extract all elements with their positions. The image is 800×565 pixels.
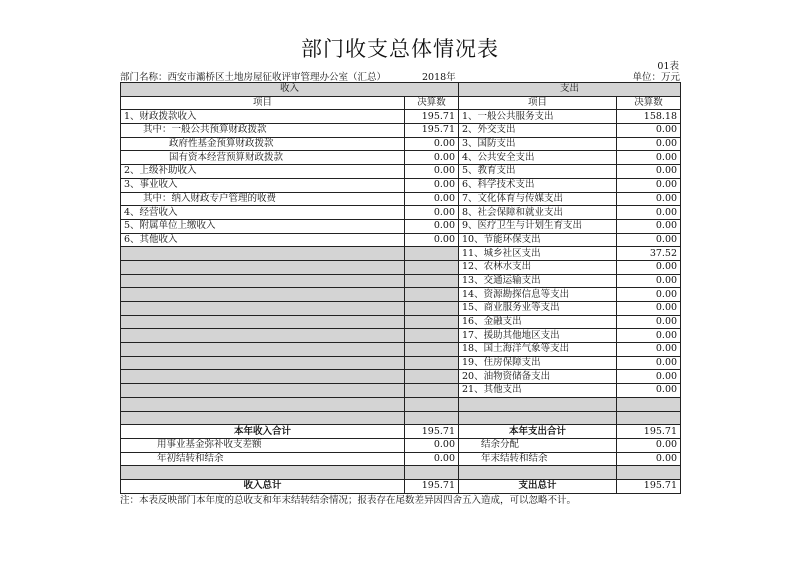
surplus-distribution-label: 结余分配 [459, 438, 617, 452]
income-item-label: 3、事业收入 [121, 178, 405, 192]
blank-row [121, 466, 681, 480]
table-row [121, 178, 681, 192]
expense-item-value: 0.00 [617, 356, 681, 370]
carry-in-label: 年初结转和结余 [121, 452, 405, 466]
fund-offset-label: 用事业基金弥补收支差额 [121, 438, 405, 452]
income-item-label: 4、经营收入 [121, 206, 405, 220]
income-item-label: 其中：一般公共预算财政拨款 [121, 124, 405, 138]
summary-table [120, 82, 681, 494]
expense-item-value: 0.00 [617, 315, 681, 329]
expense-item-value: 0.00 [617, 329, 681, 343]
empty-cell [121, 356, 405, 370]
expense-item-label: 20、油物资储备支出 [459, 370, 617, 384]
empty-cell [405, 260, 459, 274]
empty-cell [121, 260, 405, 274]
section-header-row [121, 83, 681, 97]
report-meta [120, 69, 680, 81]
expense-year-total-value: 195.71 [617, 425, 681, 439]
income-item-label: 政府性基金预算财政拨款 [121, 137, 405, 151]
table-row [121, 165, 681, 179]
empty-cell [121, 302, 405, 316]
expense-item-label: 7、文化体育与传媒支出 [459, 192, 617, 206]
carry-row [121, 452, 681, 466]
table-row [121, 329, 681, 343]
income-amount-header: 决算数 [405, 96, 459, 110]
table-row [121, 274, 681, 288]
expense-item-label: 12、农林水支出 [459, 260, 617, 274]
expense-section-header: 支出 [459, 83, 681, 97]
expense-item-value: 0.00 [617, 288, 681, 302]
year-total-row [121, 425, 681, 439]
department-name: 部门名称：西安市灞桥区土地房屋征收评审管理办公室（汇总） [120, 72, 387, 83]
table-row [121, 370, 681, 384]
empty-cell [405, 466, 459, 480]
expense-item-value: 0.00 [617, 343, 681, 357]
empty-cell [121, 274, 405, 288]
expense-item-value: 0.00 [617, 178, 681, 192]
expense-item-label: 3、国防支出 [459, 137, 617, 151]
income-grand-total-value: 195.71 [405, 479, 459, 493]
expense-item-value: 0.00 [617, 302, 681, 316]
empty-cell [405, 329, 459, 343]
expense-item-label: 21、其他支出 [459, 384, 617, 398]
income-item-value: 0.00 [405, 219, 459, 233]
expense-item-label: 15、商业服务业等支出 [459, 302, 617, 316]
expense-item-value: 0.00 [617, 137, 681, 151]
empty-cell [405, 411, 459, 425]
expense-item-label: 14、资源勘探信息等支出 [459, 288, 617, 302]
expense-item-label: 5、教育支出 [459, 165, 617, 179]
income-item-value: 0.00 [405, 137, 459, 151]
expense-item-value: 37.52 [617, 247, 681, 261]
expense-item-value: 0.00 [617, 260, 681, 274]
adjust-row [121, 438, 681, 452]
table-row [121, 192, 681, 206]
income-item-value: 195.71 [405, 110, 459, 124]
empty-cell [459, 466, 617, 480]
table-row [121, 124, 681, 138]
income-grand-total-label: 收入总计 [121, 479, 405, 493]
empty-cell [405, 397, 459, 411]
expense-item-label: 16、金融支出 [459, 315, 617, 329]
surplus-distribution-value: 0.00 [617, 438, 681, 452]
expense-item-label: 17、援助其他地区支出 [459, 329, 617, 343]
blank-row [121, 397, 681, 411]
expense-item-value: 0.00 [617, 165, 681, 179]
carry-out-value: 0.00 [617, 452, 681, 466]
carry-out-label: 年末结转和结余 [459, 452, 617, 466]
expense-item-label: 4、公共安全支出 [459, 151, 617, 165]
empty-cell [405, 343, 459, 357]
empty-cell [405, 247, 459, 261]
income-item-label: 2、上级补助收入 [121, 165, 405, 179]
empty-cell [405, 288, 459, 302]
table-row [121, 343, 681, 357]
income-section-header: 收入 [121, 83, 459, 97]
summary-table-body [121, 83, 681, 494]
report-year: 2018年 [422, 72, 456, 83]
table-row [121, 151, 681, 165]
expense-amount-header: 决算数 [617, 96, 681, 110]
income-item-value: 195.71 [405, 124, 459, 138]
income-item-header: 项目 [121, 96, 405, 110]
column-header-row [121, 96, 681, 110]
page-title: 部门收支总体情况表 [301, 37, 499, 61]
expense-item-value: 0.00 [617, 219, 681, 233]
blank-row [121, 411, 681, 425]
empty-cell [121, 315, 405, 329]
expense-year-total-label: 本年支出合计 [459, 425, 617, 439]
table-row [121, 206, 681, 220]
expense-item-label: 10、节能环保支出 [459, 233, 617, 247]
expense-item-value: 0.00 [617, 206, 681, 220]
expense-item-label: 9、医疗卫生与计划生育支出 [459, 219, 617, 233]
empty-cell [405, 274, 459, 288]
empty-cell [617, 466, 681, 480]
empty-cell [617, 397, 681, 411]
expense-item-label: 11、城乡社区支出 [459, 247, 617, 261]
table-row [121, 219, 681, 233]
empty-cell [459, 411, 617, 425]
income-item-value: 0.00 [405, 165, 459, 179]
empty-cell [121, 384, 405, 398]
empty-cell [405, 356, 459, 370]
expense-item-value: 0.00 [617, 370, 681, 384]
table-row [121, 384, 681, 398]
income-year-total-value: 195.71 [405, 425, 459, 439]
expense-item-label: 13、交通运输支出 [459, 274, 617, 288]
income-item-label: 国有资本经营预算财政拨款 [121, 151, 405, 165]
expense-item-value: 158.18 [617, 110, 681, 124]
empty-cell [459, 397, 617, 411]
expense-grand-total-value: 195.71 [617, 479, 681, 493]
income-item-value: 0.00 [405, 192, 459, 206]
empty-cell [405, 384, 459, 398]
income-item-value: 0.00 [405, 178, 459, 192]
expense-grand-total-label: 支出总计 [459, 479, 617, 493]
expense-item-label: 6、科学技术支出 [459, 178, 617, 192]
income-item-value: 0.00 [405, 233, 459, 247]
expense-item-value: 0.00 [617, 384, 681, 398]
expense-item-label: 18、国土海洋气象等支出 [459, 343, 617, 357]
table-row [121, 288, 681, 302]
empty-cell [121, 329, 405, 343]
table-row [121, 247, 681, 261]
footnote: 注：本表反映部门本年度的总收支和年末结转结余情况；报表存在尾数差异因四舍五入造成，可以忽略不计。 [120, 495, 577, 506]
expense-item-value: 0.00 [617, 274, 681, 288]
income-item-label: 6、其他收入 [121, 233, 405, 247]
expense-item-value: 0.00 [617, 124, 681, 138]
expense-item-label: 19、住房保障支出 [459, 356, 617, 370]
empty-cell [121, 288, 405, 302]
table-row [121, 356, 681, 370]
expense-item-value: 0.00 [617, 233, 681, 247]
empty-cell [405, 370, 459, 384]
table-row [121, 110, 681, 124]
income-item-label: 1、财政拨款收入 [121, 110, 405, 124]
empty-cell [405, 302, 459, 316]
empty-cell [121, 370, 405, 384]
table-row [121, 302, 681, 316]
empty-cell [121, 247, 405, 261]
empty-cell [121, 343, 405, 357]
empty-cell [121, 466, 405, 480]
fund-offset-value: 0.00 [405, 438, 459, 452]
form-number: 01表 [657, 61, 679, 72]
income-year-total-label: 本年收入合计 [121, 425, 405, 439]
table-row [121, 233, 681, 247]
empty-cell [121, 411, 405, 425]
empty-cell [405, 315, 459, 329]
table-row [121, 137, 681, 151]
expense-item-value: 0.00 [617, 151, 681, 165]
income-item-value: 0.00 [405, 151, 459, 165]
expense-item-value: 0.00 [617, 192, 681, 206]
table-row [121, 315, 681, 329]
income-item-label: 其中：纳入财政专户管理的收费 [121, 192, 405, 206]
expense-item-header: 项目 [459, 96, 617, 110]
empty-cell [121, 397, 405, 411]
table-row [121, 260, 681, 274]
expense-item-label: 1、一般公共服务支出 [459, 110, 617, 124]
empty-cell [617, 411, 681, 425]
unit-label: 单位：万元 [632, 72, 680, 83]
income-item-label: 5、附属单位上缴收入 [121, 219, 405, 233]
income-item-value: 0.00 [405, 206, 459, 220]
carry-in-value: 0.00 [405, 452, 459, 466]
expense-item-label: 2、外交支出 [459, 124, 617, 138]
expense-item-label: 8、社会保障和就业支出 [459, 206, 617, 220]
